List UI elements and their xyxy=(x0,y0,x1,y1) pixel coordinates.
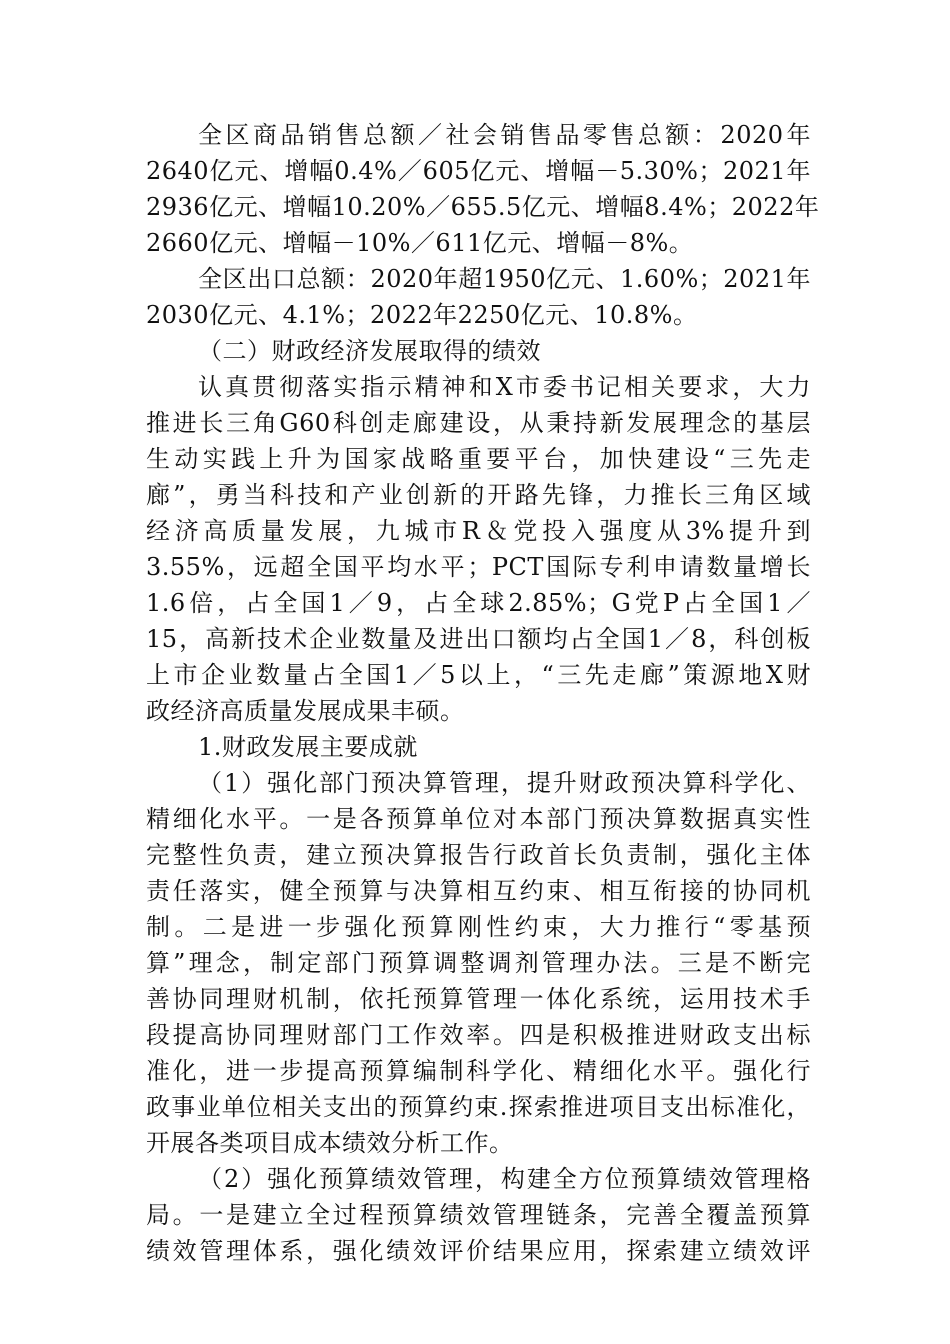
text-line: 2640亿元、增幅0.4%／605亿元、增幅－5.30%；2021年 xyxy=(146,157,811,185)
text-line: 廊”，勇当科技和产业创新的开路先锋，力推长三角区域 xyxy=(146,481,811,509)
body-text xyxy=(146,117,820,1269)
text-line: （二）财政经济发展取得的绩效 xyxy=(198,337,541,365)
text-line: 政经济高质量发展成果丰硕。 xyxy=(146,697,465,725)
text-line: 推进长三角G60科创走廊建设，从秉持新发展理念的基层 xyxy=(146,409,811,437)
text-line: 2030亿元、4.1%；2022年2250亿元、10.8%。 xyxy=(146,301,698,329)
text-line: 责任落实，健全预算与决算相互约束、相互衔接的协同机 xyxy=(146,877,811,905)
text-line: 全区出口总额：2020年超1950亿元、1.60%；2021年 xyxy=(198,265,811,293)
text-line: 2936亿元、增幅10.20%／655.5亿元、增幅8.4%；2022年 xyxy=(146,193,820,221)
text-line: 开展各类项目成本绩效分析工作。 xyxy=(146,1129,514,1157)
text-line: 段提高协同理财部门工作效率。四是积极推进财政支出标 xyxy=(146,1021,811,1049)
text-line: 善协同理财机制，依托预算管理一体化系统，运用技术手 xyxy=(146,985,811,1013)
text-line: （2）强化预算绩效管理，构建全方位预算绩效管理格 xyxy=(198,1165,811,1193)
text-line: （1）强化部门预决算管理，提升财政预决算科学化、 xyxy=(198,769,811,797)
text-line: 15，高新技术企业数量及进出口额均占全国1／8，科创板 xyxy=(146,625,811,653)
text-line: 准化，进一步提高预算编制科学化、精细化水平。强化行 xyxy=(146,1057,811,1085)
text-line: 局。一是建立全过程预算绩效管理链条，完善全覆盖预算 xyxy=(146,1201,811,1229)
text-line: 算”理念，制定部门预算调整调剂管理办法。三是不断完 xyxy=(146,949,811,977)
text-line: 全区商品销售总额／社会销售品零售总额：2020年 xyxy=(198,121,811,149)
text-line: 认真贯彻落实指示精神和X市委书记相关要求，大力 xyxy=(198,373,811,401)
text-line: 2660亿元、增幅－10%／611亿元、增幅－8%。 xyxy=(146,229,694,257)
text-line: 经济高质量发展，九城市R＆党投入强度从3%提升到 xyxy=(146,517,811,545)
text-line: 制。二是进一步强化预算刚性约束，大力推行“零基预 xyxy=(146,913,811,941)
text-line: 生动实践上升为国家战略重要平台，加快建设“三先走 xyxy=(146,445,811,473)
text-line: 政事业单位相关支出的预算约束.探索推进项目支出标准化， xyxy=(146,1093,811,1121)
text-line: 绩效管理体系，强化绩效评价结果应用，探索建立绩效评 xyxy=(146,1237,811,1265)
text-line: 1.6倍，占全国1／9，占全球2.85%；G党P占全国1／ xyxy=(146,589,811,617)
text-line: 3.55%，远超全国平均水平；PCT国际专利申请数量增长 xyxy=(146,553,811,581)
text-line: 完整性负责，建立预决算报告行政首长负责制，强化主体 xyxy=(146,841,811,869)
text-line: 1.财政发展主要成就 xyxy=(198,733,418,761)
text-line: 上市企业数量占全国1／5以上，“三先走廊”策源地X财 xyxy=(146,661,811,689)
text-line: 精细化水平。一是各预算单位对本部门预决算数据真实性 xyxy=(146,805,811,833)
